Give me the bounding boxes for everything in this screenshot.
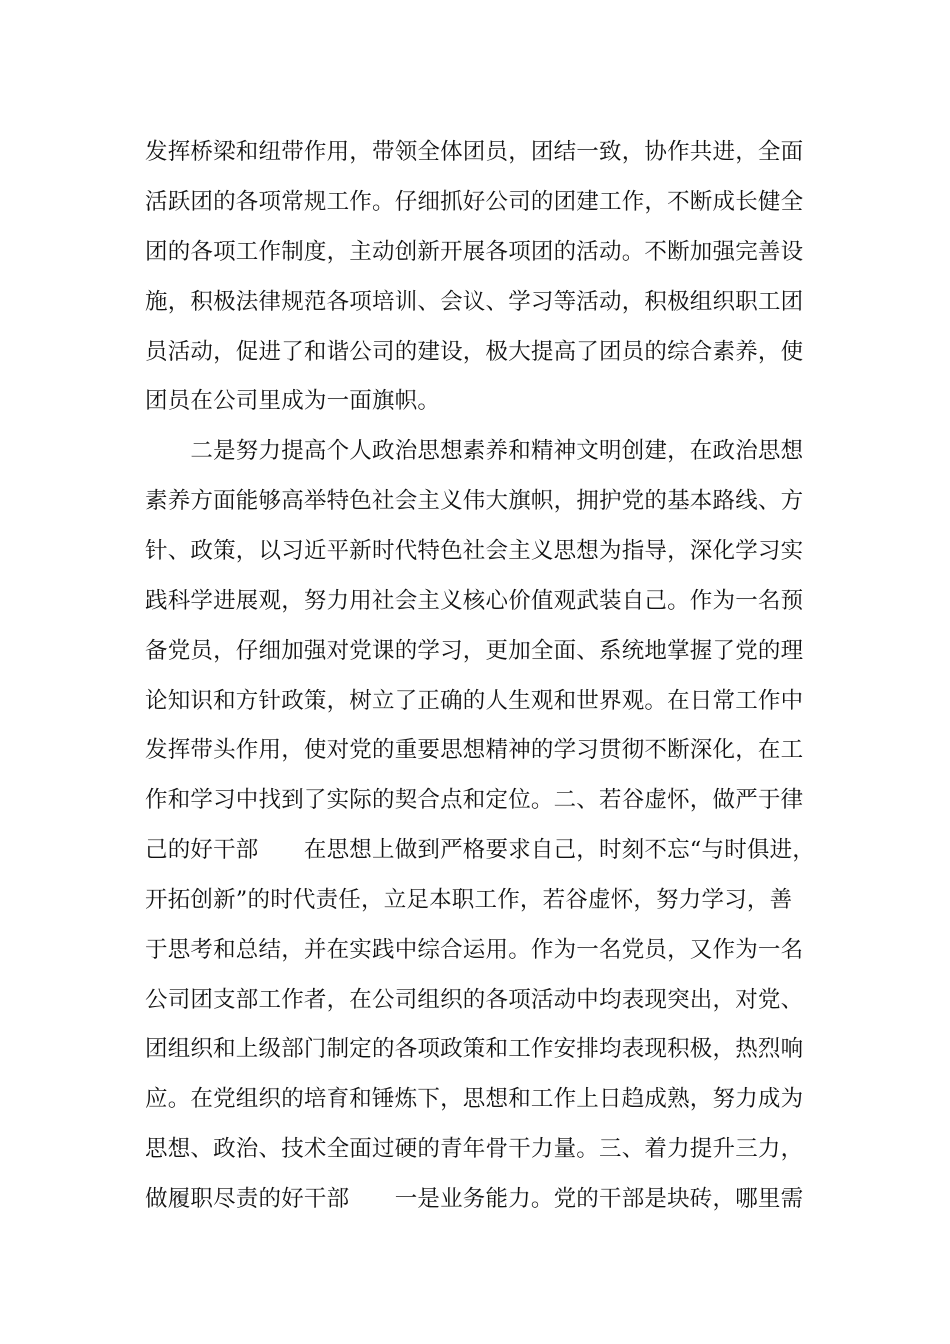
text-line: 发挥桥梁和纽带作用，带领全体团员，团结一致，协作共进，全面 bbox=[145, 139, 804, 165]
text-line: 于思考和总结，并在实践中综合运用。作为一名党员，又作为一名 bbox=[145, 937, 804, 963]
text-line: 素养方面能够高举特色社会主义伟大旗帜，拥护党的基本路线、方 bbox=[145, 488, 804, 514]
text-line: 开拓创新”的时代责任，立足本职工作，若谷虚怀，努力学习，善 bbox=[145, 887, 793, 913]
text-line: 二是努力提高个人政治思想素养和精神文明创建，在政治思想 bbox=[145, 438, 804, 464]
text-line: 论知识和方针政策，树立了正确的人生观和世界观。在日常工作中 bbox=[145, 688, 804, 714]
text-line: 团的各项工作制度，主动创新开展各项团的活动。不断加强完善设 bbox=[145, 239, 804, 265]
text-line: 针、政策，以习近平新时代特色社会主义思想为指导，深化学习实 bbox=[145, 538, 804, 564]
text-line: 思想、政治、技术全面过硬的青年骨干力量。三、着力提升三力， bbox=[145, 1136, 804, 1162]
text-line: 活跃团的各项常规工作。仔细抓好公司的团建工作，不断成长健全 bbox=[145, 189, 804, 215]
text-line: 施，积极法律规范各项培训、会议、学习等活动，积极组织职工团 bbox=[145, 289, 804, 315]
text-line: 践科学进展观，努力用社会主义核心价值观武装自己。作为一名预 bbox=[145, 588, 804, 614]
text-line: 团员在公司里成为一面旗帜。 bbox=[145, 388, 441, 414]
text-line: 公司团支部工作者，在公司组织的各项活动中均表现突出，对党、 bbox=[145, 987, 804, 1013]
text-line: 发挥带头作用，使对党的重要思想精神的学习贯彻不断深化，在工 bbox=[145, 737, 804, 763]
text-line: 备党员，仔细加强对党课的学习，更加全面、系统地掌握了党的理 bbox=[145, 638, 804, 664]
text-line: 作和学习中找到了实际的契合点和定位。二、若谷虚怀，做严于律 bbox=[145, 787, 804, 813]
text-line: 做履职尽责的好干部 一是业务能力。党的干部是块砖，哪里需 bbox=[145, 1186, 804, 1212]
text-line: 应。在党组织的培育和锤炼下，思想和工作上日趋成熟，努力成为 bbox=[145, 1086, 804, 1112]
text-line: 团组织和上级部门制定的各项政策和工作安排均表现积极，热烈响 bbox=[145, 1036, 804, 1062]
text-line: 员活动，促进了和谐公司的建设，极大提高了团员的综合素养，使 bbox=[145, 339, 804, 365]
text-line: 己的好干部 在思想上做到严格要求自己，时刻不忘“与时俱进， bbox=[145, 837, 816, 863]
